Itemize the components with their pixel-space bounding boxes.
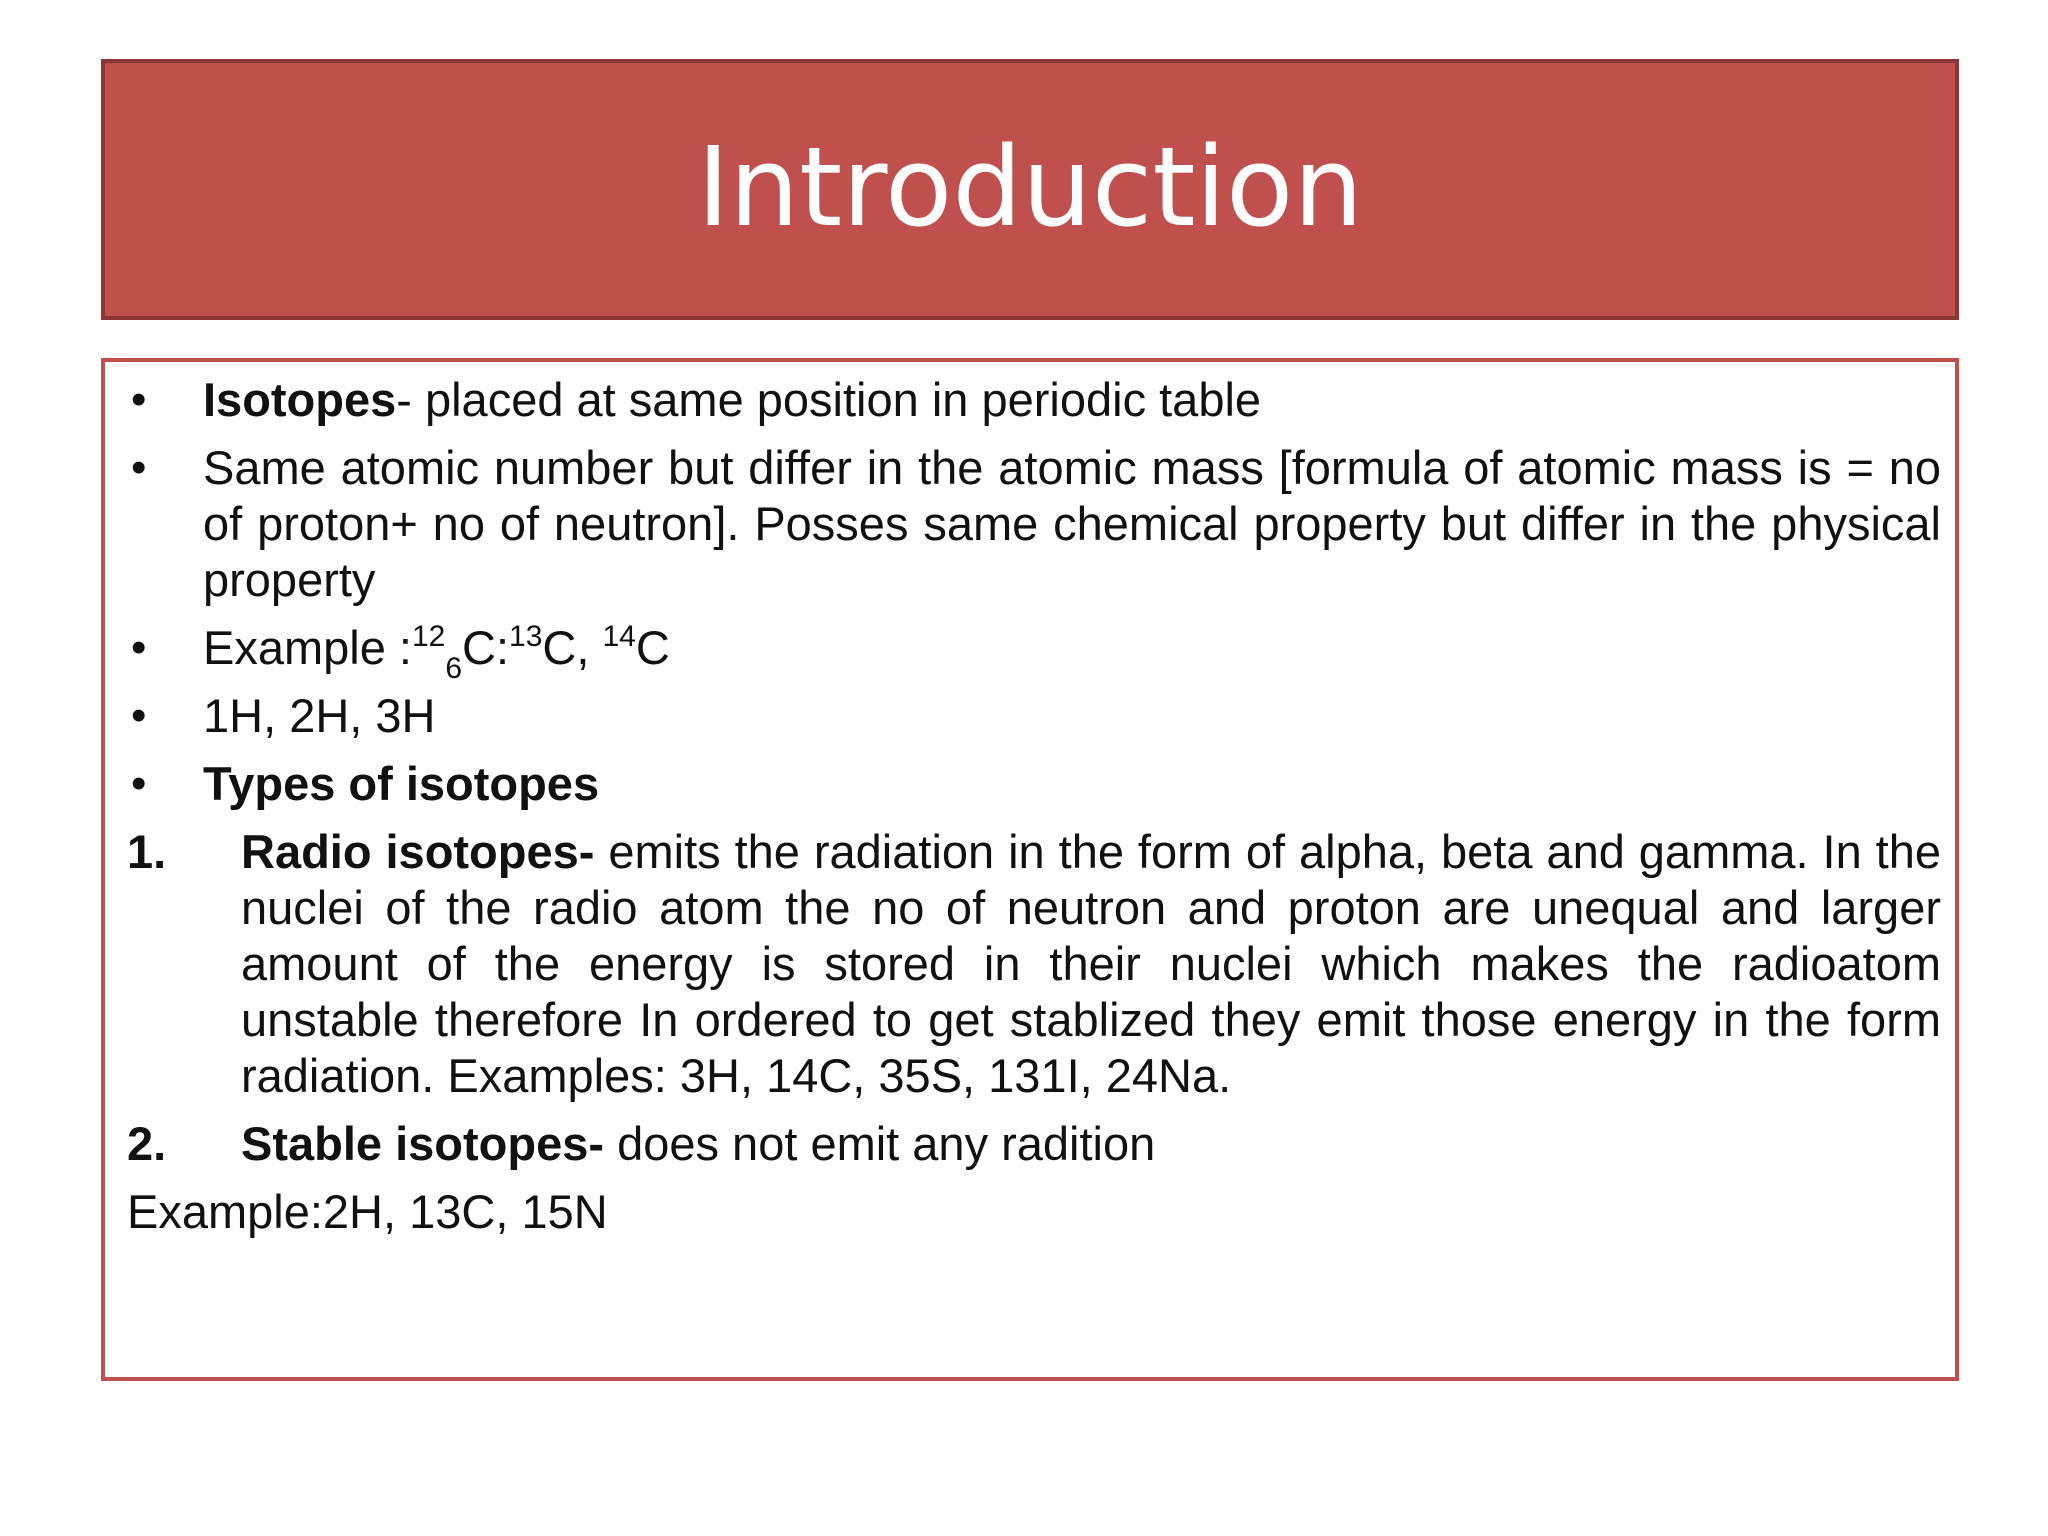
content-panel [101, 358, 1959, 1381]
element-symbol: C, [542, 621, 603, 674]
bullet-text: Same atomic number but differ in the atomic mass [formula of atomic mass is = no of proton+ no of neutron]. Posses same chemical property but differ in the physical property [203, 441, 1941, 606]
bullet-item-hydrogen-example [127, 688, 1941, 744]
bullet-item-types-heading [127, 756, 1941, 812]
term-stable-isotopes: Stable isotopes- [241, 1117, 605, 1170]
mass-number: 14 [602, 620, 636, 653]
slide-title: Introduction [696, 122, 1364, 251]
bullet-item-isotopes [127, 372, 1941, 428]
numbered-item-radio-isotopes [127, 824, 1941, 1104]
element-symbol: C [635, 621, 670, 674]
example-prefix: Example : [203, 621, 412, 674]
bullet-text: 1H, 2H, 3H [203, 689, 436, 742]
term-radio-isotopes: Radio isotopes- [241, 825, 595, 878]
numbered-text: emits the radiation in the form of alpha, beta and gamma. In the nuclei of the radio atom the no of neutron and proton are unequal and larger amount of the energy is stored in their nuclei which makes the radioatom unstable therefore In ordered to get stablized they emit those energy in the form radiation. Examples: 3H, 14C, 35S, 131I, 24Na. [241, 825, 1941, 1102]
bullet-text: - placed at same position in periodic table [396, 373, 1262, 426]
list-number: 2. [127, 1117, 167, 1170]
stable-examples: Example:2H, 13C, 15N [127, 1185, 608, 1238]
numbered-text: does not emit any radition [604, 1117, 1156, 1170]
bullet-icon: • [131, 443, 147, 492]
bullet-icon: • [131, 759, 147, 808]
element-symbol: C: [462, 621, 510, 674]
mass-number: 12 [411, 620, 446, 653]
bullet-icon: • [131, 691, 147, 740]
content-body [127, 362, 1941, 1240]
term-isotopes: Isotopes [203, 373, 397, 426]
bullet-item-atomic-number [127, 440, 1941, 608]
numbered-item-stable-isotopes [127, 1116, 1941, 1172]
mass-number: 13 [509, 620, 543, 653]
bullet-item-carbon-example [127, 620, 1941, 685]
bullet-icon: • [131, 375, 147, 424]
title-banner [101, 59, 1959, 320]
bullet-icon: • [131, 623, 147, 672]
types-heading: Types of isotopes [203, 757, 600, 810]
atomic-number: 6 [445, 652, 463, 685]
list-number: 1. [127, 825, 167, 878]
